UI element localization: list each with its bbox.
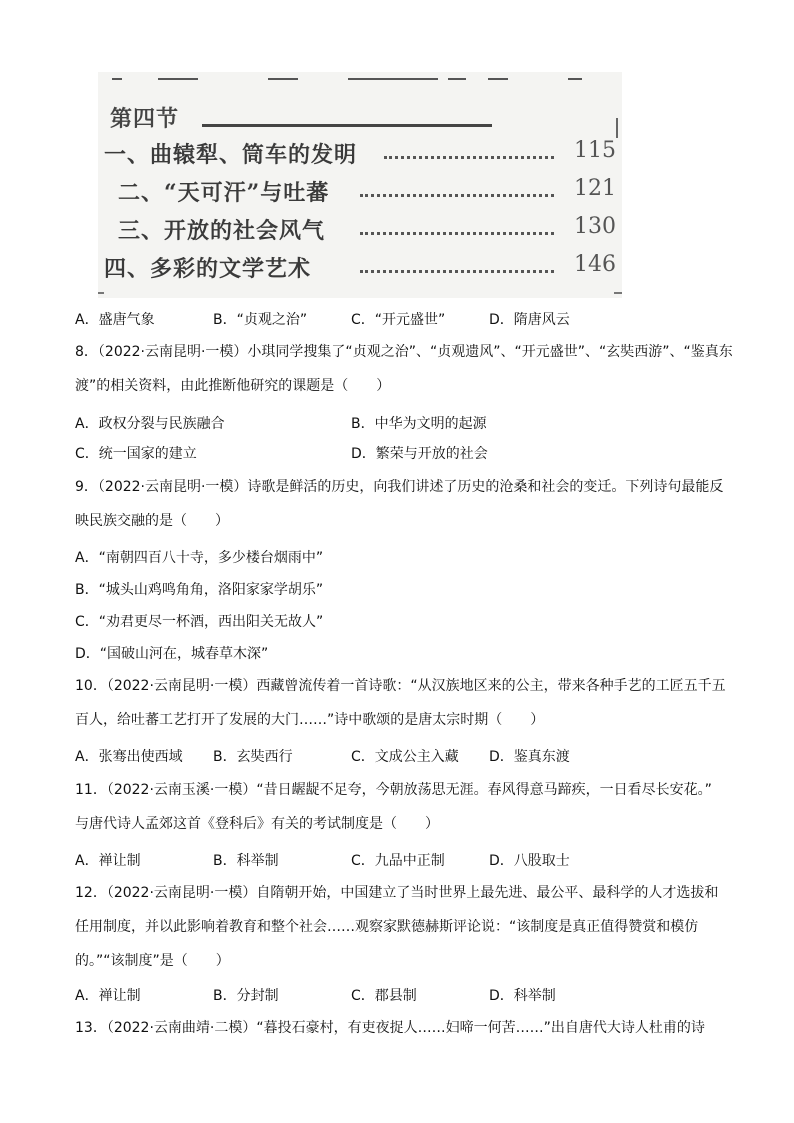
q12-stem-line: 的。”“该制度”是（ ）	[75, 953, 230, 969]
q12-option-a[interactable]: A．禅让制	[75, 988, 141, 1004]
toc-item-title: 三、开放的社会风气	[118, 218, 326, 244]
scan-edge-mark	[616, 118, 618, 138]
q11-option-c[interactable]: C．九品中正制	[351, 853, 445, 869]
q11-stem-line: 与唐代诗人孟郊这首《登科后》有关的考试制度是（ ）	[75, 816, 439, 832]
q8-option-d[interactable]: D．繁荣与开放的社会	[351, 446, 488, 462]
q7-option-b[interactable]: B．“贞观之治”	[213, 312, 308, 328]
q9-option-c[interactable]: C．“劝君更尽一杯酒，西出阳关无故人”	[75, 614, 324, 630]
q10-option-a[interactable]: A．张骞出使西域	[75, 749, 183, 765]
toc-item-page: 121	[574, 176, 616, 201]
toc-item-title: 二、“天可汗”与吐蕃	[118, 180, 330, 206]
scan-bottom-edge	[98, 292, 622, 294]
q12-stem-line: 任用制度，并以此影响着教育和整个社会……观察家默德赫斯评论说：“该制度是真正值得赞赏和模仿	[75, 919, 699, 935]
q12-stem-line: 12．（2022·云南昆明·一模）自隋朝开始，中国建立了当时世界上最先进、最公平、最科学的人才选拔和	[75, 885, 719, 901]
toc-item-page: 130	[574, 214, 616, 239]
toc-item	[98, 138, 622, 170]
toc-scan-image	[98, 72, 622, 298]
toc-item-page: 146	[574, 252, 616, 277]
q10-option-b[interactable]: B．玄奘西行	[213, 749, 293, 765]
scan-top-edge	[98, 78, 622, 80]
q9-option-d[interactable]: D．“国破山河在，城春草木深”	[75, 646, 269, 662]
q10-stem-line: 百人，给吐蕃工艺打开了发展的大门……”诗中歌颂的是唐太宗时期（ ）	[75, 712, 545, 728]
q7-option-d[interactable]: D．隋唐风云	[489, 312, 570, 328]
q8-option-c[interactable]: C．统一国家的建立	[75, 446, 197, 462]
q11-option-a[interactable]: A．禅让制	[75, 853, 141, 869]
q13-stem-line: 13．（2022·云南曲靖·二模）“暮投石豪村，有吏夜捉人……妇啼一何苦……”出自唐代大诗人杜甫的诗	[75, 1020, 705, 1036]
q7-option-c[interactable]: C．“开元盛世”	[351, 312, 446, 328]
q9-option-b[interactable]: B．“城头山鸡鸣角角，洛阳家家学胡乐”	[75, 582, 324, 598]
q8-option-a[interactable]: A．政权分裂与民族融合	[75, 416, 225, 432]
toc-leader-dots	[384, 146, 554, 159]
q8-stem-line: 8．（2022·云南昆明·一模）小琪同学搜集了“贞观之治”、“贞观遗风”、“开元盛世”、“玄奘西游”、“鉴真东	[75, 344, 733, 360]
q11-option-b[interactable]: B．科举制	[213, 853, 279, 869]
toc-item	[98, 176, 622, 208]
q8-option-b[interactable]: B．中华为文明的起源	[351, 416, 487, 432]
toc-heading-rule	[202, 124, 492, 127]
toc-leader-dots	[360, 222, 554, 235]
toc-item-title: 一、曲辕犁、筒车的发明	[104, 142, 358, 168]
q11-stem-line: 11．（2022·云南玉溪·一模）“昔日龌龊不足夸，今朝放荡思无涯。春风得意马蹄疾，一日看尽长安花。”	[75, 782, 712, 798]
toc-item-page: 115	[574, 138, 616, 163]
q10-option-d[interactable]: D．鉴真东渡	[489, 749, 570, 765]
q9-option-a[interactable]: A．“南朝四百八十寺，多少楼台烟雨中”	[75, 550, 324, 566]
q11-option-d[interactable]: D．八股取士	[489, 853, 570, 869]
q12-option-b[interactable]: B．分封制	[213, 988, 279, 1004]
q8-stem-line: 渡”的相关资料，由此推断他研究的课题是（ ）	[75, 378, 391, 394]
toc-leader-dots	[360, 260, 554, 273]
q7-option-a[interactable]: A．盛唐气象	[75, 312, 155, 328]
toc-leader-dots	[360, 184, 554, 197]
toc-item-title: 四、多彩的文学艺术	[104, 256, 312, 282]
toc-item	[98, 214, 622, 246]
q9-stem-line: 9．（2022·云南昆明·一模）诗歌是鲜活的历史，向我们讲述了历史的沧桑和社会的变迁。下列诗句最能反	[75, 479, 724, 495]
q12-option-c[interactable]: C．郡县制	[351, 988, 417, 1004]
toc-heading: 第四节	[110, 106, 180, 132]
q12-option-d[interactable]: D．科举制	[489, 988, 556, 1004]
q9-stem-line: 映民族交融的是（ ）	[75, 513, 229, 529]
q10-option-c[interactable]: C．文成公主入藏	[351, 749, 459, 765]
toc-item	[98, 252, 622, 284]
q10-stem-line: 10．（2022·云南昆明·一模）西藏曾流传着一首诗歌：“从汉族地区来的公主，带来各种手艺的工匠五千五	[75, 678, 726, 694]
